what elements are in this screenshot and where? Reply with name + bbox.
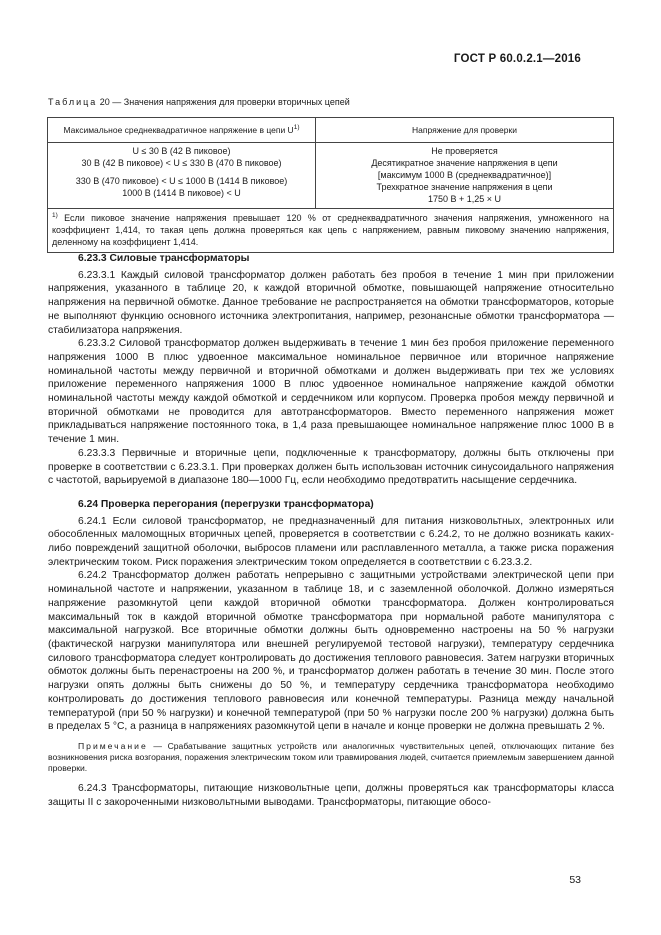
paragraph-6-23-3-1: 6.23.3.1 Каждый силовой трансформатор должен работать без пробоя в течение 1 мин при приложении напряжения, указанного в таблице 20, к каждой вторичной обмотке, повышающей напряжение относительно напряжения на первичной обмотке. Данное требование не распространяется на обмотки трансформаторов, которые не выполняют функцию основного источника электропитания, например, резонансные обмотки трансформатора — стабилизатора напряжения. [48,269,614,336]
section-heading-6-24: 6.24 Проверка перегорания (перегрузки трансформатора) [78,498,374,510]
paragraph-6-24-2: 6.24.2 Трансформатор должен работать непрерывно с защитными устройствами электрической цепи при номинальной частоте и напряжении, указанном в таблице 18, и с заземленной оболочкой. Должно измеряться напряжение разомкнутой цепи каждой вторичной обмотки трансформатора. Должен контролироваться максимальный ток в каждой вторичной обмотке трансформатора при нормальной работе манипулятора с максимальной нагрузкой. Все вторичные обмотки должны быть одновременно настроены на 50 % нагрузки (фактической нагрузки манипулятора или внешней регулируемой тестовой нагрузки), температуру сердечника силового трансформатора следует контролировать до достижения теплового равновесия. Затем нагрузки вторичных обмоток должны быть перенастроены на 200 %, и трансформатор должен работать в течение 30 мин. После этого нагрузки опять должны быть снижены до 50 %, и температуру сердечника трансформатора необходимо контролировать до достижения теплового равновесия или конечной температуры. Разница между начальной температурой (при 50 % нагрузки) и конечной температурой (при 50 % нагрузки после 200 % нагрузки) должна быть в пределах 5 °С, а разница в напряжениях разомкнутой цепи в начале и конце проверки не должна превышать 2 %. [48,570,614,733]
table-caption-prefix: Таблица [48,97,98,107]
table-footnote: $^{1)}$ Если пиковое значение напряжения превышает 120 % от среднеквадратичного значения напряжения, умноженного на коэффициент 1,414, то такая цепь должна проверяться как цепь с напряжением, равным пиковому значению напряжения, деленному на коэффициент 1,414. [48,209,614,253]
table-cell-voltage-ranges [48,143,316,209]
test-2b: [максимум 1000 В (среднеквадратичное)] [377,170,552,180]
page-number: 53 [569,874,581,886]
test-3: Трехкратное значение напряжения в цепи [376,182,553,192]
range-3: 330 В (470 пиковое) < U ≤ 1000 В (1414 В пиковое) [75,176,288,186]
paragraph-6-23-3-2: 6.23.3.2 Силовой трансформатор должен выдерживать в течение 1 мин без пробоя приложение переменного напряжения 1000 В плюс удвоенное максимальное номинальное первичное или вторичное напряжение номинальной частоты между первичной и вторичной обмотками и должен выдерживать при тех же условиях приложение переменного напряжения 1000 В плюс удвоенное номинальное напряжение каждой обмотки номинальной частоты между каждой обмоткой и сердечником или корпусом. Проверка пробоя между первичной и вторичной обмотками не проводится для автотрансформаторов. Вместо переменного напряжения может прикладываться напряжение постоянного тока, в 1,4 раза превышающее номинальное напряжение плюс 1000 В в течение 1 мин. [48,338,614,446]
col-header-max-voltage: Максимальное среднеквадратичное напряжение в цепи $U^{1)}$ [48,118,316,143]
section-heading-6-23-3: 6.23.3 Силовые трансформаторы [78,253,250,264]
test-1: Не проверяется [431,146,498,156]
paragraph-6-24-1: 6.24.1 Если силовой трансформатор, не предназначенный для питания низковольтных, электронных или обособленных маломощных вторичных цепей, проверяется в соответствии с 6.24.2, то не должно возникать каких-либо повреждений защитной оболочки, выбросов пламени или расплавленного металла, а также риска поражения электрическим током. Риск поражения электрическим током определяется в соответствии с 6.23.3.2. [48,515,614,568]
range-2: 30 В (42 В пиковое) < U ≤ 330 В (470 В пиковое) [81,158,282,168]
note-text: — Срабатывание защитных устройств или аналогичных чувствительных цепей, отключающих питание без возникновения риска возгорания, поражения электрическим током или травмирования людей, считается приемлемым завершением данной проверки. [48,740,614,773]
test-4: 1750 В + 1,25 × U [427,194,502,204]
note-prefix: Примечание [78,740,148,751]
document-body [48,252,614,809]
note [48,741,614,774]
range-1: U ≤ 30 В (42 В пиковое) [132,146,231,156]
paragraph-6-24-3: 6.24.3 Трансформаторы, питающие низковольтные цепи, должны проверяться как трансформаторы класса защиты II с закороченными низковольтными выводами. Трансформаторы, питающие обосо- [48,782,614,808]
table-caption [48,97,350,107]
document-code: ГОСТ Р 60.0.2.1—2016 [453,53,581,65]
test-2: Десятикратное значение напряжения в цепи [371,158,558,168]
col-header-test-voltage: Напряжение для проверки [316,118,614,143]
paragraph-6-23-3-3: 6.23.3.3 Первичные и вторичные цепи, подключенные к трансформатору, должны быть отключены при проверке в соответствии с 6.23.3.1. При проверках должен быть использован источник синусоидального напряжения с частотой, варьируемой в диапазоне 180—1000 Гц, если необходимо предотвратить насыщение сердечника. [48,447,614,487]
table-caption-text: 20 — Значения напряжения для проверки вторичных цепей [97,97,350,107]
range-4: 1000 В (1414 В пиковое) < U [122,188,241,198]
voltage-table [47,117,614,253]
table-cell-test-voltages [316,143,614,209]
